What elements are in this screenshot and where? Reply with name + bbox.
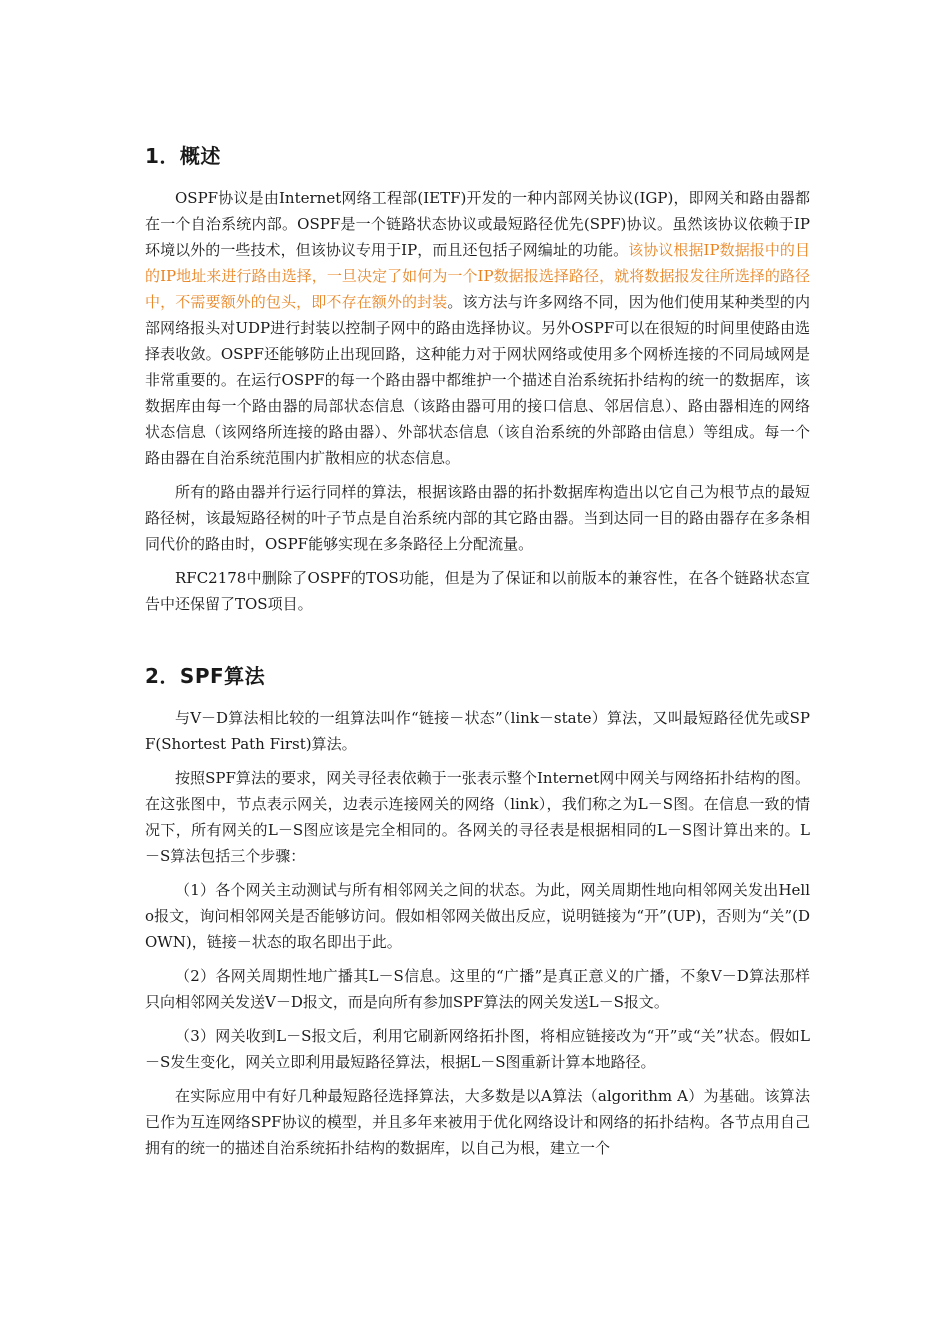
paragraph-text: OSPF协议是由Internet网络工程部(IETF)开发的一种内部网关协议(IGP)，即网关和路由器都在一个自治系统内部。OSPF是一个链路状态协议或最短路径优先(SPF)协议。虽然该协议依赖于IP环境以外的一些技术，但该协议专用于IP，而且还包括子网编址的功能。 (145, 189, 810, 259)
section-1-paragraph-2: 所有的路由器并行运行同样的算法，根据该路由器的拓扑数据库构造出以它自己为根节点的最短路径树，该最短路径树的叶子节点是自治系统内部的其它路由器。当到达同一目的路由器存在多条相同代价的路由时，OSPF能够实现在多条路径上分配流量。 (145, 483, 810, 553)
highlighted-text: 该协议根据IP数据报中的目的IP地址来进行路由选择，一旦决定了如何为一个IP数据报选择路径，就将数据报发往所选择的路径中，不需要额外的包头，即不存在额外的封装 (145, 241, 810, 311)
paragraph-text: 。该方法与许多网络不同，因为他们使用某种类型的内部网络报头对UDP进行封装以控制子网中的路由选择协议。另外OSPF可以在很短的时间里使路由选择表收敛。OSPF还能够防止出现回路，这种能力对于网状网络或使用多个网桥连接的不同局域网是非常重要的。在运行OSPF的每一个路由器中都维护一个描述自治系统拓扑结构的统一的数据库，该数据库由每一个路由器的局部状态信息（该路由器可用的接口信息、邻居信息）、路由器相连的网络状态信息（该网络所连接的路由器）、外部状态信息（该自治系统的外部路由信息）等组成。每一个路由器在自治系统范围内扩散相应的状态信息。 (145, 293, 810, 467)
section-2-paragraph-2: 按照SPF算法的要求，网关寻径表依赖于一张表示整个Internet网中网关与网络拓扑结构的图。在这张图中，节点表示网关，边表示连接网关的网络（link），我们称之为L－S图。在信息一致的情况下，所有网关的L－S图应该是完全相同的。各网关的寻径表是根据相同的L－S图计算出来的。L－S算法包括三个步骤： (145, 769, 810, 865)
section-1-body (145, 185, 810, 617)
section-2-body (145, 705, 810, 1161)
section-2-step-2: （2）各网关周期性地广播其L－S信息。这里的“广播”是真正意义的广播，不象V－D算法那样只向相邻网关发送V－D报文，而是向所有参加SPF算法的网关发送L－S报文。 (145, 967, 810, 1011)
section-1-paragraph-3: RFC2178中删除了OSPF的TOS功能，但是为了保证和以前版本的兼容性，在各个链路状态宣告中还保留了TOS项目。 (145, 569, 810, 613)
section-2-paragraph-6: 在实际应用中有好几种最短路径选择算法，大多数是以A算法（algorithm A）为基础。该算法已作为互连网络SPF协议的模型，并且多年来被用于优化网络设计和网络的拓扑结构。各节点用自己拥有的统一的描述自治系统拓扑结构的数据库，以自己为根，建立一个 (145, 1087, 810, 1157)
section-1-paragraph-1 (145, 185, 810, 471)
section-2-paragraph-1: 与V－D算法相比较的一组算法叫作“链接－状态”（link－state）算法，又叫最短路径优先或SPF(Shortest Path First)算法。 (145, 709, 810, 753)
section-2-step-1: （1）各个网关主动测试与所有相邻网关之间的状态。为此，网关周期性地向相邻网关发出Hello报文，询问相邻网关是否能够访问。假如相邻网关做出反应，说明链接为“开”(UP)，否则为“关”(DOWN)，链接－状态的取名即出于此。 (145, 881, 810, 951)
section-2-step-3: （3）网关收到L－S报文后，利用它刷新网络拓扑图，将相应链接改为“开”或“关”状态。假如L－S发生变化，网关立即利用最短路径算法，根据L－S图重新计算本地路径。 (145, 1027, 810, 1071)
section-1-heading: 1．概述 (145, 144, 221, 168)
section-2-heading: 2．SPF算法 (145, 664, 266, 688)
